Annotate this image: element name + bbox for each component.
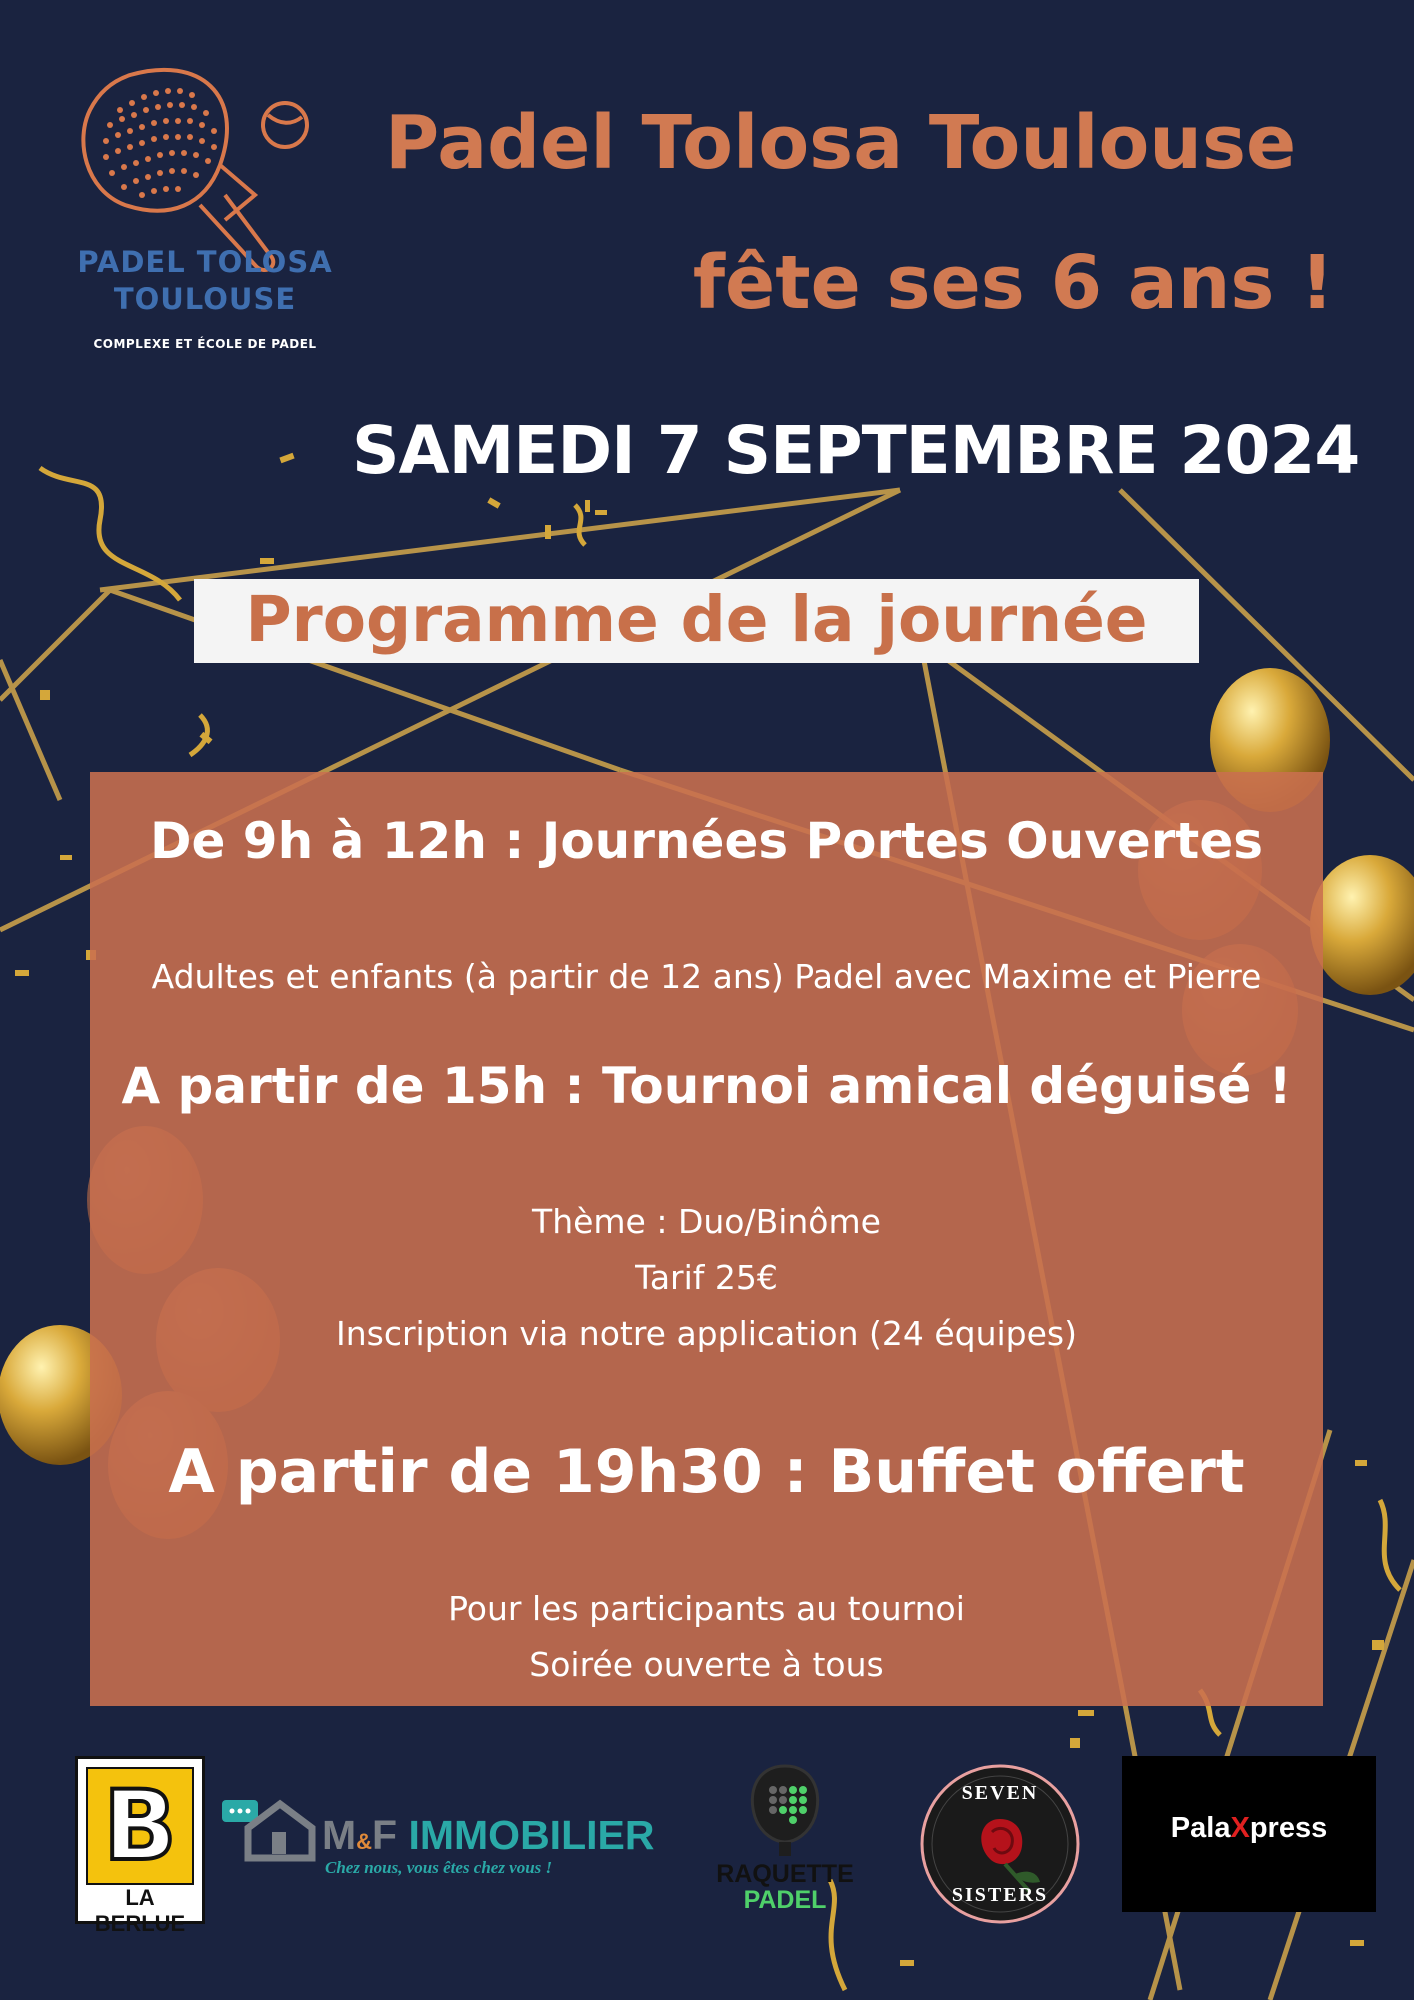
berlue-emblem: [86, 1767, 194, 1885]
berlue-letter: B: [103, 1770, 177, 1882]
sponsor-raquette-padel-logo: [705, 1760, 865, 1920]
event-date: SAMEDI 7 SEPTEMBRE 2024: [352, 412, 1360, 489]
programme-item-text: Inscription via notre application (24 équipes): [336, 1314, 1077, 1353]
berlue-name: LA BERLUE: [94, 1885, 186, 1936]
programme-item-title: De 9h à 12h : Journées Portes Ouvertes: [149, 812, 1263, 870]
programme-item-text: Tarif 25€: [635, 1258, 778, 1297]
programme-item-text: Adultes et enfants (à partir de 12 ans) Padel avec Maxime et Pierre: [151, 957, 1262, 996]
programme-panel: [90, 772, 1323, 1706]
sponsor-mf-immobilier-logo: [220, 1790, 655, 1880]
sponsor-la-berlue-logo: [75, 1756, 205, 1936]
programme-item-text: Thème : Duo/Binôme: [532, 1202, 881, 1241]
programme-heading: Programme de la journée: [245, 583, 1148, 656]
raquette-subname: PADEL: [743, 1886, 827, 1914]
mf-wordmark: M&F IMMOBILIER: [322, 1812, 655, 1858]
programme-heading-box: [194, 579, 1199, 663]
programme-item-title: A partir de 19h30 : Buffet offert: [168, 1437, 1245, 1507]
seven-bottom-text: SISTERS: [951, 1884, 1049, 1906]
programme-item-title: A partir de 15h : Tournoi amical déguisé !: [121, 1057, 1292, 1115]
logo-name-line1: PADEL TOLOSA: [77, 245, 333, 279]
title-line2: fête ses 6 ans !: [692, 240, 1334, 326]
palaxpress-wordmark: PalaXpress: [1170, 1812, 1328, 1844]
raquette-name: RAQUETTE: [716, 1860, 854, 1888]
mf-tagline: Chez nous, vous êtes chez vous !: [325, 1858, 553, 1877]
programme-item-text: Soirée ouverte à tous: [529, 1645, 884, 1684]
sponsor-palaxpress-logo: [1122, 1756, 1376, 1912]
logo-tagline: COMPLEXE ET ÉCOLE DE PADEL: [93, 337, 317, 351]
racket-icon: [743, 1762, 827, 1858]
logo-name-line2: TOULOUSE: [113, 282, 297, 316]
seven-top-text: SEVEN: [961, 1782, 1039, 1804]
programme-item-text: Pour les participants au tournoi: [448, 1589, 965, 1628]
sponsor-seven-sisters-logo: [920, 1764, 1080, 1924]
title-line1: Padel Tolosa Toulouse: [385, 100, 1297, 186]
house-chat-icon: [220, 1798, 320, 1862]
